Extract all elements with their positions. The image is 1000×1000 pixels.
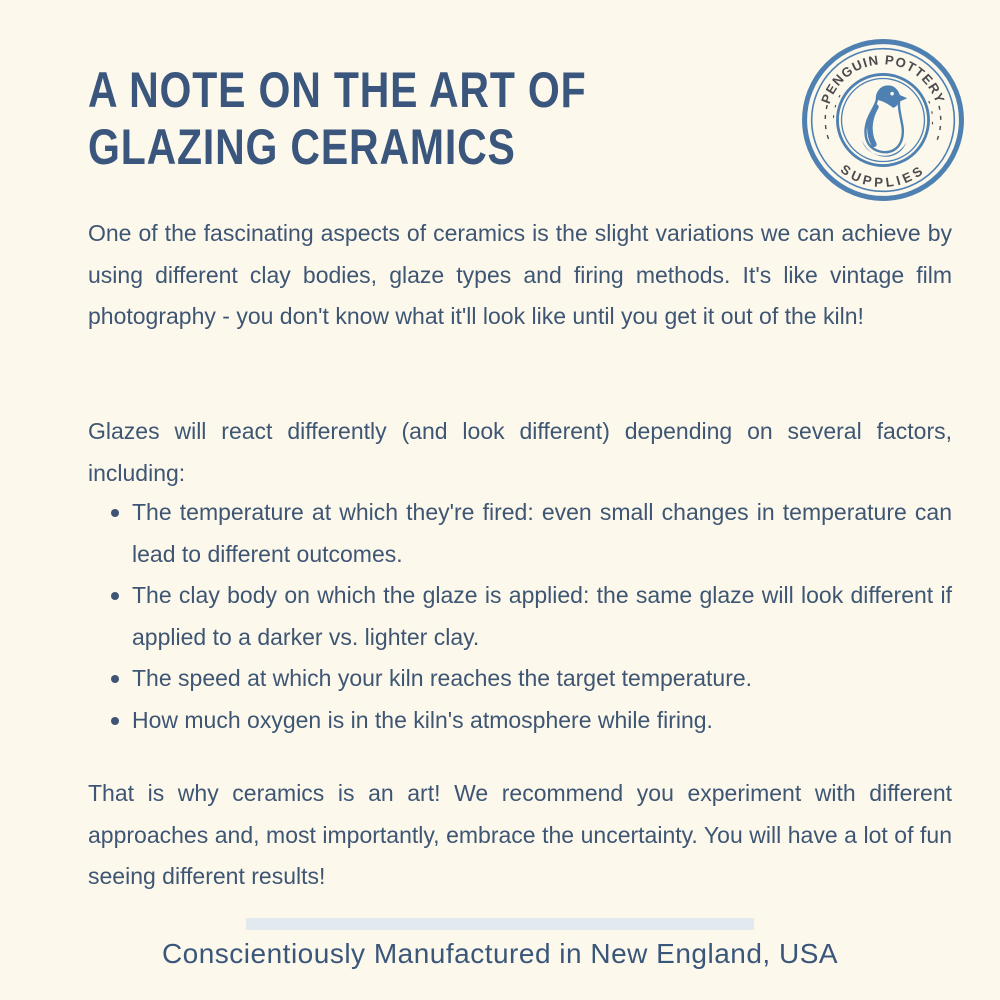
list-item-clay-body (88, 575, 952, 658)
page-title-line-1: A NOTE ON THE ART OF (88, 62, 587, 118)
list-item-text: The speed at which your kiln reaches the target temperature. (132, 665, 753, 691)
list-item-oxygen (88, 700, 952, 742)
bullet-dot (111, 717, 119, 725)
footer-text: Conscientiously Manufactured in New England, USA (161, 938, 839, 969)
logo-right-dashes (937, 105, 940, 140)
list-item-text: The temperature at which they're fired: even small changes in temperature can lead to different outcomes. (132, 499, 952, 567)
list-item-kiln-speed (88, 658, 952, 700)
penguin-icon (862, 86, 908, 156)
logo-top-text: PENGUIN POTTERY (818, 52, 948, 106)
divider-bar (246, 918, 754, 930)
bullet-dot (111, 592, 119, 600)
list-item-text: The clay body on which the glaze is applied: the same glaze will look different if applied to a darker vs. lighter clay. (132, 582, 952, 650)
list-item-temperature (88, 492, 952, 575)
intro-paragraph: One of the fascinating aspects of ceramics is the slight variations we can achieve by using different clay bodies, glaze types and firing methods. It's like vintage film photography - you don't know what it'll look like until you get it out of the kiln! (88, 220, 952, 329)
logo-left-dashes (825, 105, 828, 140)
page-title (88, 62, 587, 176)
closing-paragraph: That is why ceramics is an art! We recommend you experiment with different approaches and, most importantly, embrace the uncertainty. You will have a lot of fun seeing different results! (88, 780, 952, 889)
logo-bottom-text: SUPPLIES (837, 161, 929, 191)
bullet-dot (111, 675, 119, 683)
logo-second-ring (812, 49, 955, 192)
bullet-dot (111, 509, 119, 517)
factors-list (88, 492, 952, 741)
page-title-line-2: GLAZING CERAMICS (88, 119, 516, 175)
factors-paragraph: Glazes will react differently (and look different) depending on several factors, including: (88, 418, 952, 486)
list-item-text: How much oxygen is in the kiln's atmosphere while firing. (132, 706, 713, 733)
penguin-pottery-logo (799, 36, 967, 204)
